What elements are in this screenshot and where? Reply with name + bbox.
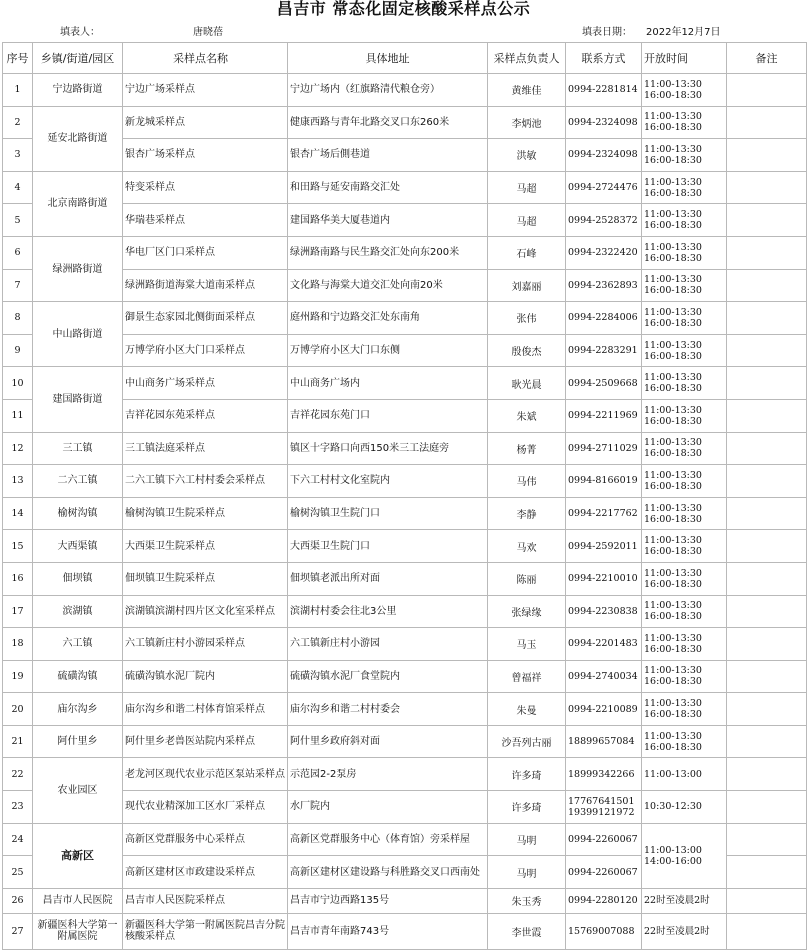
- cell-address: 高新区党群服务中心（体育馆）旁采样屋: [288, 823, 488, 856]
- cell-town: 建国路街道: [33, 367, 123, 432]
- cell-town: 宁边路街道: [33, 74, 123, 107]
- cell-phone: 0994-2260067: [566, 823, 642, 856]
- table-row: [3, 562, 807, 595]
- date-label: 填表日期：: [582, 27, 632, 38]
- col-header-address: 具体地址: [288, 43, 488, 74]
- cell-open-time: 11:00-13:00 14:00-16:00: [642, 823, 727, 888]
- table-row: [3, 530, 807, 563]
- table-row: [3, 334, 807, 367]
- cell-address: 庭州路和宁边路交汇处东南角: [288, 302, 488, 335]
- cell-person: 张绿缘: [488, 595, 566, 628]
- cell-phone: 0994-2592011: [566, 530, 642, 563]
- cell-phone: 0994-2260067: [566, 856, 642, 889]
- table-header-row: [3, 43, 807, 74]
- table-row: [3, 823, 807, 856]
- cell-address: 吉祥花园东苑门口: [288, 399, 488, 432]
- cell-town: 延安北路街道: [33, 106, 123, 171]
- cell-person: 杨菁: [488, 432, 566, 465]
- cell-no: 25: [3, 856, 33, 889]
- cell-open-time: 11:00-13:30 16:00-18:30: [642, 465, 727, 498]
- cell-address: 大西渠卫生院门口: [288, 530, 488, 563]
- table-row: [3, 171, 807, 204]
- cell-open-time: 11:00-13:30 16:00-18:30: [642, 399, 727, 432]
- cell-no: 6: [3, 236, 33, 269]
- cell-open-time: 11:00-13:30 16:00-18:30: [642, 562, 727, 595]
- cell-remark: [727, 856, 807, 889]
- cell-site: 庙尔沟乡和谐二村体育馆采样点: [123, 693, 288, 726]
- cell-town: 高新区: [33, 823, 123, 888]
- cell-no: 24: [3, 823, 33, 856]
- cell-town: 佃坝镇: [33, 562, 123, 595]
- cell-address: 中山商务广场内: [288, 367, 488, 400]
- cell-remark: [727, 823, 807, 856]
- table-row: [3, 791, 807, 824]
- cell-address: 滨湖村村委会往北3公里: [288, 595, 488, 628]
- cell-person: 马超: [488, 171, 566, 204]
- cell-open-time: 11:00-13:30 16:00-18:30: [642, 302, 727, 335]
- cell-phone: 0994-2210010: [566, 562, 642, 595]
- cell-town: 二六工镇: [33, 465, 123, 498]
- cell-phone: 0994-2528372: [566, 204, 642, 237]
- cell-site: 新龙城采样点: [123, 106, 288, 139]
- cell-address: 阿什里乡政府斜对面: [288, 725, 488, 758]
- cell-no: 15: [3, 530, 33, 563]
- table-row: [3, 497, 807, 530]
- cell-town: 六工镇: [33, 628, 123, 661]
- cell-phone: 0994-2724476: [566, 171, 642, 204]
- cell-open-time: 10:30-12:30: [642, 791, 727, 824]
- cell-remark: [727, 74, 807, 107]
- cell-site: 六工镇新庄村小游园采样点: [123, 628, 288, 661]
- cell-site: 宁边广场采样点: [123, 74, 288, 107]
- cell-phone: 0994-2211969: [566, 399, 642, 432]
- cell-no: 19: [3, 660, 33, 693]
- cell-address: 银杏广场后側巷道: [288, 139, 488, 172]
- cell-person: 李静: [488, 497, 566, 530]
- cell-town: 新疆医科大学第一附属医院: [33, 913, 123, 949]
- cell-no: 18: [3, 628, 33, 661]
- cell-town: 昌吉市人民医院: [33, 888, 123, 913]
- cell-no: 26: [3, 888, 33, 913]
- cell-remark: [727, 367, 807, 400]
- cell-no: 1: [3, 74, 33, 107]
- col-header-person: 采样点负责人: [488, 43, 566, 74]
- cell-town: 庙尔沟乡: [33, 693, 123, 726]
- cell-no: 10: [3, 367, 33, 400]
- cell-phone: 0994-2322420: [566, 236, 642, 269]
- cell-address: 佃坝镇老派出所对面: [288, 562, 488, 595]
- cell-remark: [727, 171, 807, 204]
- cell-town: 硫磺沟镇: [33, 660, 123, 693]
- table-row: [3, 399, 807, 432]
- cell-town: 三工镇: [33, 432, 123, 465]
- cell-open-time: 11:00-13:30 16:00-18:30: [642, 725, 727, 758]
- cell-address: 硫磺沟镇水泥厂食堂院内: [288, 660, 488, 693]
- cell-phone: 0994-2281814: [566, 74, 642, 107]
- col-header-town: 乡镇/街道/园区: [33, 43, 123, 74]
- cell-open-time: 11:00-13:30 16:00-18:30: [642, 660, 727, 693]
- cell-open-time: 11:00-13:30 16:00-18:30: [642, 595, 727, 628]
- cell-person: 殷俊杰: [488, 334, 566, 367]
- cell-person: 朱曼: [488, 693, 566, 726]
- table-body: [3, 74, 807, 950]
- cell-phone: 0994-2283291: [566, 334, 642, 367]
- filler-name: 唐晓蓓: [193, 27, 223, 38]
- cell-address: 文化路与海棠大道交汇处向南20米: [288, 269, 488, 302]
- cell-site: 中山商务广场采样点: [123, 367, 288, 400]
- cell-person: 马欢: [488, 530, 566, 563]
- cell-person: 朱斌: [488, 399, 566, 432]
- cell-open-time: 22时至凌晨2时: [642, 888, 727, 913]
- cell-no: 4: [3, 171, 33, 204]
- cell-phone: 18899657084: [566, 725, 642, 758]
- cell-open-time: 11:00-13:30 16:00-18:30: [642, 236, 727, 269]
- cell-address: 庙尔沟乡和谐二村村委会: [288, 693, 488, 726]
- cell-address: 健康西路与青年北路交叉口东260米: [288, 106, 488, 139]
- cell-address: 宁边广场内（红旗路清代粮仓旁）: [288, 74, 488, 107]
- cell-open-time: 11:00-13:30 16:00-18:30: [642, 139, 727, 172]
- cell-remark: [727, 725, 807, 758]
- cell-person: 马伟: [488, 465, 566, 498]
- sampling-sites-table: [2, 42, 807, 950]
- cell-address: 昌吉市宁边西路135号: [288, 888, 488, 913]
- cell-address: 水厂院内: [288, 791, 488, 824]
- cell-open-time: 11:00-13:30 16:00-18:30: [642, 74, 727, 107]
- cell-phone: 0994-2280120: [566, 888, 642, 913]
- cell-no: 16: [3, 562, 33, 595]
- cell-remark: [727, 497, 807, 530]
- cell-person: 曾福祥: [488, 660, 566, 693]
- cell-site: 三工镇法庭采样点: [123, 432, 288, 465]
- cell-phone: 17767641501 19399121972: [566, 791, 642, 824]
- cell-address: 榆树沟镇卫生院门口: [288, 497, 488, 530]
- cell-phone: 0994-2362893: [566, 269, 642, 302]
- cell-address: 昌吉市青年南路743号: [288, 913, 488, 949]
- cell-address: 六工镇新庄村小游园: [288, 628, 488, 661]
- cell-open-time: 11:00-13:30 16:00-18:30: [642, 106, 727, 139]
- cell-phone: 0994-2201483: [566, 628, 642, 661]
- cell-person: 黄维佳: [488, 74, 566, 107]
- cell-site: 银杏广场采样点: [123, 139, 288, 172]
- form-info-bar: [0, 18, 807, 42]
- cell-remark: [727, 399, 807, 432]
- cell-phone: 0994-2230838: [566, 595, 642, 628]
- cell-person: 李炳池: [488, 106, 566, 139]
- cell-site: 老龙河区现代农业示范区泵站采样点: [123, 758, 288, 791]
- table-row: [3, 139, 807, 172]
- cell-person: 朱玉秀: [488, 888, 566, 913]
- table-row: [3, 74, 807, 107]
- cell-phone: 0994-8166019: [566, 465, 642, 498]
- cell-person: 耿光晨: [488, 367, 566, 400]
- cell-site: 佃坝镇卫生院采样点: [123, 562, 288, 595]
- cell-open-time: 11:00-13:30 16:00-18:30: [642, 171, 727, 204]
- cell-open-time: 11:00-13:30 16:00-18:30: [642, 497, 727, 530]
- table-row: [3, 302, 807, 335]
- col-header-site: 采样点名称: [123, 43, 288, 74]
- cell-site: 御景生态家园北侧街面采样点: [123, 302, 288, 335]
- cell-no: 23: [3, 791, 33, 824]
- cell-remark: [727, 139, 807, 172]
- cell-address: 高新区建材区建设路与科胜路交叉口西南处: [288, 856, 488, 889]
- cell-no: 20: [3, 693, 33, 726]
- cell-open-time: 11:00-13:30 16:00-18:30: [642, 530, 727, 563]
- cell-site: 华电厂区门口采样点: [123, 236, 288, 269]
- cell-no: 5: [3, 204, 33, 237]
- cell-site: 高新区党群服务中心采样点: [123, 823, 288, 856]
- cell-person: 石峰: [488, 236, 566, 269]
- cell-remark: [727, 204, 807, 237]
- cell-open-time: 11:00-13:30 16:00-18:30: [642, 693, 727, 726]
- table-row: [3, 595, 807, 628]
- cell-open-time: 11:00-13:30 16:00-18:30: [642, 334, 727, 367]
- table-row: [3, 432, 807, 465]
- col-header-time: 开放时间: [642, 43, 727, 74]
- cell-person: 李世霞: [488, 913, 566, 949]
- cell-town: 榆树沟镇: [33, 497, 123, 530]
- col-header-remark: 备注: [727, 43, 807, 74]
- cell-no: 2: [3, 106, 33, 139]
- table-row: [3, 888, 807, 913]
- cell-remark: [727, 334, 807, 367]
- cell-site: 阿什里乡老兽医站院内采样点: [123, 725, 288, 758]
- cell-remark: [727, 432, 807, 465]
- cell-phone: 0994-2284006: [566, 302, 642, 335]
- cell-no: 21: [3, 725, 33, 758]
- cell-address: 下六工村村文化室院内: [288, 465, 488, 498]
- col-header-phone: 联系方式: [566, 43, 642, 74]
- cell-phone: 15769007088: [566, 913, 642, 949]
- cell-site: 新疆医科大学第一附属医院昌吉分院核酸采样点: [123, 913, 288, 949]
- cell-remark: [727, 530, 807, 563]
- cell-person: 陈丽: [488, 562, 566, 595]
- cell-site: 榆树沟镇卫生院采样点: [123, 497, 288, 530]
- cell-remark: [727, 791, 807, 824]
- cell-address: 万博学府小区大门口东侧: [288, 334, 488, 367]
- cell-remark: [727, 562, 807, 595]
- cell-site: 绿洲路街道海棠大道南采样点: [123, 269, 288, 302]
- cell-site: 昌吉市人民医院采样点: [123, 888, 288, 913]
- cell-site: 大西渠卫生院采样点: [123, 530, 288, 563]
- table-row: [3, 725, 807, 758]
- cell-open-time: 22时至凌晨2时: [642, 913, 727, 949]
- cell-site: 华瑞巷采样点: [123, 204, 288, 237]
- cell-phone: 18999342266: [566, 758, 642, 791]
- table-row: [3, 269, 807, 302]
- table-row: [3, 106, 807, 139]
- table-row: [3, 204, 807, 237]
- cell-remark: [727, 888, 807, 913]
- date-value: 2022年12月7日: [646, 27, 721, 38]
- cell-site: 万博学府小区大门口采样点: [123, 334, 288, 367]
- cell-town: 北京南路街道: [33, 171, 123, 236]
- table-row: [3, 367, 807, 400]
- table-row: [3, 758, 807, 791]
- cell-open-time: 11:00-13:30 16:00-18:30: [642, 367, 727, 400]
- col-header-no: 序号: [3, 43, 33, 74]
- cell-site: 二六工镇下六工村村委会采样点: [123, 465, 288, 498]
- cell-person: 沙吾列古丽: [488, 725, 566, 758]
- cell-remark: [727, 758, 807, 791]
- cell-no: 17: [3, 595, 33, 628]
- cell-person: 洪敏: [488, 139, 566, 172]
- cell-site: 特变采样点: [123, 171, 288, 204]
- cell-site: 吉祥花园东苑采样点: [123, 399, 288, 432]
- cell-person: 马玉: [488, 628, 566, 661]
- cell-remark: [727, 302, 807, 335]
- cell-remark: [727, 106, 807, 139]
- cell-phone: 0994-2509668: [566, 367, 642, 400]
- cell-town: 绿洲路街道: [33, 236, 123, 301]
- cell-remark: [727, 269, 807, 302]
- table-row: [3, 628, 807, 661]
- table-row: [3, 660, 807, 693]
- cell-phone: 0994-2711029: [566, 432, 642, 465]
- cell-phone: 0994-2324098: [566, 139, 642, 172]
- cell-remark: [727, 628, 807, 661]
- cell-address: 绿洲路南路与民生路交汇处向东200米: [288, 236, 488, 269]
- cell-open-time: 11:00-13:30 16:00-18:30: [642, 628, 727, 661]
- cell-address: 和田路与延安南路交汇处: [288, 171, 488, 204]
- cell-person: 马超: [488, 204, 566, 237]
- table-row: [3, 913, 807, 949]
- cell-no: 8: [3, 302, 33, 335]
- cell-remark: [727, 236, 807, 269]
- cell-remark: [727, 595, 807, 628]
- cell-address: 建国路华美大厦巷道内: [288, 204, 488, 237]
- cell-open-time: 11:00-13:30 16:00-18:30: [642, 432, 727, 465]
- table-row: [3, 465, 807, 498]
- cell-open-time: 11:00-13:30 16:00-18:30: [642, 204, 727, 237]
- cell-town: 农业园区: [33, 758, 123, 823]
- cell-no: 7: [3, 269, 33, 302]
- cell-address: 示范园2-2泵房: [288, 758, 488, 791]
- cell-person: 许多琦: [488, 791, 566, 824]
- cell-remark: [727, 913, 807, 949]
- cell-no: 14: [3, 497, 33, 530]
- cell-no: 13: [3, 465, 33, 498]
- cell-town: 阿什里乡: [33, 725, 123, 758]
- cell-town: 大西渠镇: [33, 530, 123, 563]
- cell-phone: 0994-2324098: [566, 106, 642, 139]
- table-row: [3, 236, 807, 269]
- cell-person: 刘嘉丽: [488, 269, 566, 302]
- cell-phone: 0994-2217762: [566, 497, 642, 530]
- cell-no: 9: [3, 334, 33, 367]
- cell-site: 滨湖镇滨湖村四片区文化室采样点: [123, 595, 288, 628]
- cell-address: 镇区十字路口向西150米三工法庭旁: [288, 432, 488, 465]
- cell-site: 高新区建材区市政建设采样点: [123, 856, 288, 889]
- cell-person: 张伟: [488, 302, 566, 335]
- cell-remark: [727, 693, 807, 726]
- cell-no: 12: [3, 432, 33, 465]
- cell-no: 3: [3, 139, 33, 172]
- cell-town: 滨湖镇: [33, 595, 123, 628]
- cell-no: 22: [3, 758, 33, 791]
- cell-town: 中山路街道: [33, 302, 123, 367]
- cell-open-time: 11:00-13:30 16:00-18:30: [642, 269, 727, 302]
- cell-person: 马明: [488, 856, 566, 889]
- cell-remark: [727, 465, 807, 498]
- cell-no: 11: [3, 399, 33, 432]
- cell-open-time: 11:00-13:00: [642, 758, 727, 791]
- cell-phone: 0994-2210089: [566, 693, 642, 726]
- cell-phone: 0994-2740034: [566, 660, 642, 693]
- page-title: 昌吉市 常态化固定核酸采样点公示: [276, 0, 531, 18]
- cell-person: 马明: [488, 823, 566, 856]
- cell-person: 许多琦: [488, 758, 566, 791]
- cell-no: 27: [3, 913, 33, 949]
- table-row: [3, 693, 807, 726]
- cell-site: 现代农业精深加工区水厂采样点: [123, 791, 288, 824]
- cell-site: 硫磺沟镇水泥厂院内: [123, 660, 288, 693]
- cell-remark: [727, 660, 807, 693]
- filler-label: 填表人：: [60, 27, 100, 38]
